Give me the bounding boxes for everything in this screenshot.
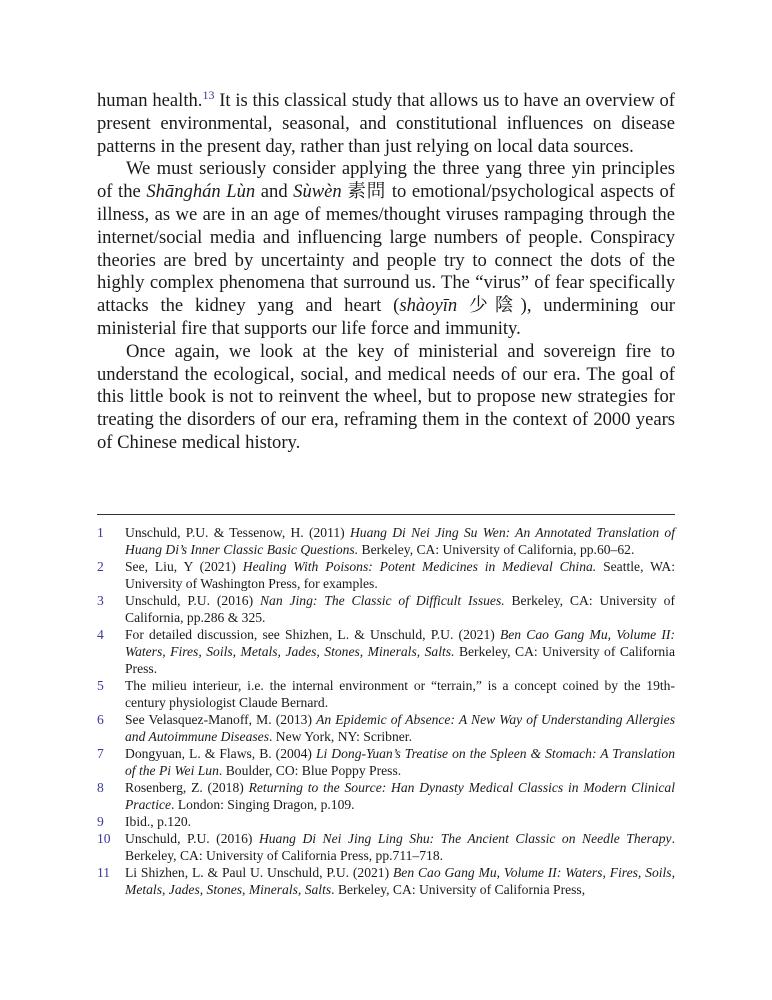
footnote-run: See, Liu, Y (2021) (125, 559, 243, 574)
footnote-text (125, 830, 675, 864)
footnote-item (97, 830, 675, 864)
footnote-item (97, 626, 675, 677)
footnote-number[interactable]: 4 (97, 627, 104, 642)
footnote-run: Dongyuan, L. & Flaws, B. (2004) (125, 746, 316, 761)
footnote-text (125, 745, 675, 779)
footnote-number[interactable]: 2 (97, 559, 104, 574)
footnote-title: Li Dong-Yuan’s Treatise on the Spleen & Stomach: A Translation of the Pi Wei Lun (125, 746, 675, 778)
text-run: Once again, we look at the key of ministerial and sovereign fire to understand the ecological, social, and medical needs of our era. The goal of this little book is not to reinvent the wheel, but to propose new strategies for treating the disorders of our era, reframing them in the context of 2000 years of Chinese medical history. (97, 340, 675, 453)
footnote-title: Huang Di Nei Jing Su Wen: An Annotated Translation of Huang Di’s Inner Classic Basic Questions. (125, 525, 675, 557)
footnote-title: Huang Di Nei Jing Ling Shu: The Ancient Classic on Needle Therapy (258, 831, 672, 846)
footnote-run: Unschuld, P.U. & Tessenow, H. (2011) (125, 525, 350, 540)
footnote-number[interactable]: 1 (97, 525, 104, 540)
footnote-reference[interactable]: 13 (202, 88, 215, 102)
footnote-title: Ben Cao Gang Mu, Volume II: Waters, Fires, Soils, Metals, Jades, Stones, Minerals, Salts. (125, 627, 675, 659)
footnote-title: Returning to the Source: Han Dynasty Medical Classics in Modern Clinical Practice (125, 780, 675, 812)
footnote-run: . Berkeley, CA: University of California Press, (331, 882, 586, 897)
footnote-item (97, 779, 675, 813)
footnote-text (125, 626, 675, 677)
footnote-run: See Velasquez-Manoff, M. (2013) (125, 712, 317, 727)
body-text (97, 90, 675, 455)
footnote-item (97, 677, 675, 711)
text-run: It is this classical study that allows us to have an overview of present environmental, seasonal, and constitutional influences on disease patterns in the present day, rather than just relying on local data sources. (97, 90, 675, 157)
footnote-text (125, 813, 675, 830)
footnote-text (125, 711, 675, 745)
italic-term: shàoyīn (399, 295, 458, 317)
text-run: We must seriously consider applying the three yang three yin principles of the (97, 158, 675, 203)
footnote-number[interactable]: 7 (97, 746, 104, 761)
footnote-text (125, 558, 675, 592)
footnote-number[interactable]: 9 (97, 814, 104, 829)
footnote-text (125, 592, 675, 626)
footnote-item (97, 558, 675, 592)
text-run: 少陰), undermining our ministerial fire that supports our life force and immunity. (97, 295, 675, 339)
footnote-run: The milieu interieur, i.e. the internal environment or “terrain,” is a concept coined by the 19th-century physiologist Claude Bernard. (125, 678, 675, 710)
footnote-text (125, 864, 675, 898)
footnote-run: For detailed discussion, see Shizhen, L. & Unschuld, P.U. (2021) (125, 627, 500, 642)
footnote-run: Rosenberg, Z. (2018) (125, 780, 249, 795)
footnote-item (97, 864, 675, 898)
footnote-run: . Boulder, CO: Blue Poppy Press. (218, 763, 402, 778)
footnote-run: . London: Singing Dragon, p.109. (171, 797, 355, 812)
footnote-divider (97, 514, 675, 515)
footnote-item (97, 745, 675, 779)
text-run: and (255, 181, 294, 203)
paragraph-2 (97, 158, 675, 340)
footnote-text (125, 524, 675, 558)
footnote-run: . Berkeley, CA: University of California Press, pp.711–718. (125, 831, 675, 863)
footnote-run: Unschuld, P.U. (2016) (125, 593, 260, 608)
footnote-number[interactable]: 3 (97, 593, 104, 608)
footnote-item (97, 592, 675, 626)
main-text (97, 90, 675, 455)
footnote-run: Ibid., p.120. (125, 814, 192, 829)
footnote-number[interactable]: 10 (97, 831, 111, 846)
italic-term: Sùwèn (293, 181, 342, 203)
paragraph-3 (97, 341, 675, 455)
footnotes (97, 524, 675, 898)
text-run: human health. (97, 90, 203, 111)
footnote-title: Healing With Poisons: Potent Medicines in Medieval China. (242, 559, 597, 574)
paragraph-1 (97, 90, 675, 158)
footnote-text (125, 779, 675, 813)
footnote-title: Ben Cao Gang Mu, Volume II: Waters, Fires, Soils, Metals, Jades, Stones, Minerals, Salts (125, 865, 675, 897)
footnote-text (125, 677, 675, 711)
footnote-run: Seattle, WA: University of Washington Press, for examples. (125, 559, 675, 591)
footnote-run: Berkeley, CA: University of California, pp.286 & 325. (125, 593, 676, 625)
footnote-run: . New York, NY: Scribner. (268, 729, 412, 744)
footnote-run: Berkeley, CA: University of California, pp.60–62. (358, 542, 635, 557)
footnote-item (97, 524, 675, 558)
footnote-title: An Epidemic of Absence: A New Way of Understanding Allergies and Autoimmune Diseases (125, 712, 675, 744)
footnote-run: Unschuld, P.U. (2016) (125, 831, 259, 846)
footnote-item (97, 711, 675, 745)
italic-term: Shānghán Lùn (146, 181, 256, 203)
footnote-title: Nan Jing: The Classic of Difficult Issues. (259, 593, 505, 608)
text-run: 素問 to emotional/psychological aspects of illness, as we are in an age of memes/thought viruses rampaging through the internet/social media and influencing large numbers of people. Conspiracy theories are bred by uncertainty and people try to connect the dots of the highly complex phenomena that surround us. The “virus” of fear specifically attacks the kidney yang and heart ( (97, 181, 675, 317)
footnote-item (97, 813, 675, 830)
footnote-number[interactable]: 5 (97, 678, 104, 693)
footnote-number[interactable]: 6 (97, 712, 104, 727)
footnote-number[interactable]: 8 (97, 780, 104, 795)
footnote-run: Li Shizhen, L. & Paul U. Unschuld, P.U. (2021) (125, 865, 393, 880)
footnote-run: Berkeley, CA: University of California Press. (125, 644, 675, 676)
footnote-number[interactable]: 11 (97, 865, 111, 880)
